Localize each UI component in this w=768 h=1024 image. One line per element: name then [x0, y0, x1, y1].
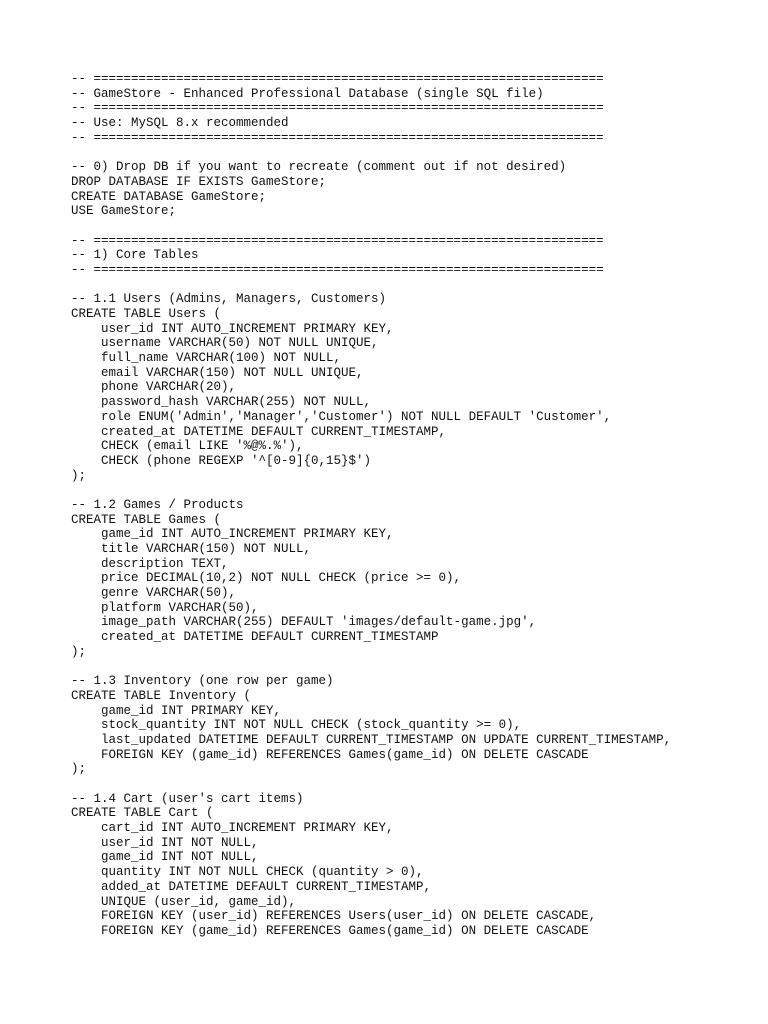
statement-line: CREATE TABLE Users ( — [71, 307, 222, 321]
blank-line — [71, 483, 768, 498]
comment-line: -- GameStore - Enhanced Professional Database (single SQL file) — [71, 86, 544, 101]
statement-line: CREATE TABLE Games ( — [71, 512, 222, 527]
column-definition-line: added_at DATETIME DEFAULT CURRENT_TIMESTAMP, — [71, 879, 432, 894]
column-definition-line: cart_id INT AUTO_INCREMENT PRIMARY KEY, — [71, 821, 394, 836]
statement-end-line: ); — [71, 762, 87, 777]
column-definition-line: stock_quantity INT NOT NULL CHECK (stock_quantity >= 0), — [71, 718, 522, 733]
document-page — [71, 72, 768, 939]
comment-line: -- 1.1 Users (Admins, Managers, Customers) — [71, 292, 387, 307]
column-definition-line: email VARCHAR(150) NOT NULL UNIQUE, — [71, 365, 364, 380]
statement-end-line: ); — [71, 468, 87, 483]
statement-line: CREATE TABLE Cart ( — [71, 806, 214, 821]
column-definition-line: image_path VARCHAR(255) DEFAULT 'images/default-game.jpg', — [71, 615, 537, 630]
comment-line: -- 1.4 Cart (user's cart items) — [71, 791, 304, 806]
column-definition-line: platform VARCHAR(50), — [71, 600, 259, 615]
comment-line: -- ==================================================================== — [71, 101, 604, 116]
column-definition-line: password_hash VARCHAR(255) NOT NULL, — [71, 395, 372, 410]
statement-end-line: ); — [71, 644, 87, 659]
column-definition-line: last_updated DATETIME DEFAULT CURRENT_TIMESTAMP ON UPDATE CURRENT_TIMESTAMP, — [71, 732, 672, 747]
comment-line: -- ==================================================================== — [71, 72, 604, 86]
column-definition-line: title VARCHAR(150) NOT NULL, — [71, 542, 312, 556]
statement-line: CREATE TABLE Inventory ( — [71, 688, 252, 703]
comment-line: -- ==================================================================== — [71, 262, 604, 277]
sql-code-block — [71, 72, 768, 939]
column-definition-line: FOREIGN KEY (game_id) REFERENCES Games(game_id) ON DELETE CASCADE — [71, 747, 589, 762]
column-definition-line: game_id INT NOT NULL, — [71, 850, 259, 865]
column-definition-line: description TEXT, — [71, 556, 229, 571]
comment-line: -- ==================================================================== — [71, 233, 604, 248]
column-definition-line: user_id INT AUTO_INCREMENT PRIMARY KEY, — [71, 321, 394, 336]
comment-line: -- 1.2 Games / Products — [71, 497, 244, 512]
column-definition-line: game_id INT AUTO_INCREMENT PRIMARY KEY, — [71, 527, 394, 542]
column-definition-line: created_at DATETIME DEFAULT CURRENT_TIMESTAMP — [71, 630, 439, 645]
column-definition-line: FOREIGN KEY (game_id) REFERENCES Games(game_id) ON DELETE CASCADE — [71, 923, 589, 938]
column-definition-line: CHECK (phone REGEXP '^[0-9]{0,15}$') — [71, 453, 372, 468]
comment-line: -- 1) Core Tables — [71, 248, 199, 263]
column-definition-line: user_id INT NOT NULL, — [71, 835, 259, 850]
column-definition-line: phone VARCHAR(20), — [71, 380, 237, 395]
blank-line — [71, 278, 768, 293]
comment-line: -- 1.3 Inventory (one row per game) — [71, 674, 334, 689]
blank-line — [71, 145, 768, 160]
column-definition-line: FOREIGN KEY (user_id) REFERENCES Users(user_id) ON DELETE CASCADE, — [71, 909, 597, 924]
column-definition-line: role ENUM('Admin','Manager','Customer') NOT NULL DEFAULT 'Customer', — [71, 409, 612, 424]
column-definition-line: game_id INT PRIMARY KEY, — [71, 703, 282, 718]
column-definition-line: genre VARCHAR(50), — [71, 586, 237, 601]
comment-line: -- Use: MySQL 8.x recommended — [71, 116, 289, 131]
statement-line: DROP DATABASE IF EXISTS GameStore; — [71, 174, 327, 189]
comment-line: -- ==================================================================== — [71, 130, 604, 145]
blank-line — [71, 219, 768, 234]
statement-line: CREATE DATABASE GameStore; — [71, 189, 267, 204]
comment-line: -- 0) Drop DB if you want to recreate (comment out if not desired) — [71, 160, 567, 175]
blank-line — [71, 777, 768, 792]
blank-line — [71, 660, 768, 675]
column-definition-line: UNIQUE (user_id, game_id), — [71, 894, 297, 909]
column-definition-line: full_name VARCHAR(100) NOT NULL, — [71, 351, 342, 366]
column-definition-line: CHECK (email LIKE '%@%.%'), — [71, 439, 304, 454]
column-definition-line: price DECIMAL(10,2) NOT NULL CHECK (price >= 0), — [71, 571, 462, 586]
statement-line: USE GameStore; — [71, 204, 177, 219]
column-definition-line: quantity INT NOT NULL CHECK (quantity > 0), — [71, 865, 424, 880]
column-definition-line: created_at DATETIME DEFAULT CURRENT_TIMESTAMP, — [71, 424, 447, 439]
column-definition-line: username VARCHAR(50) NOT NULL UNIQUE, — [71, 336, 379, 351]
